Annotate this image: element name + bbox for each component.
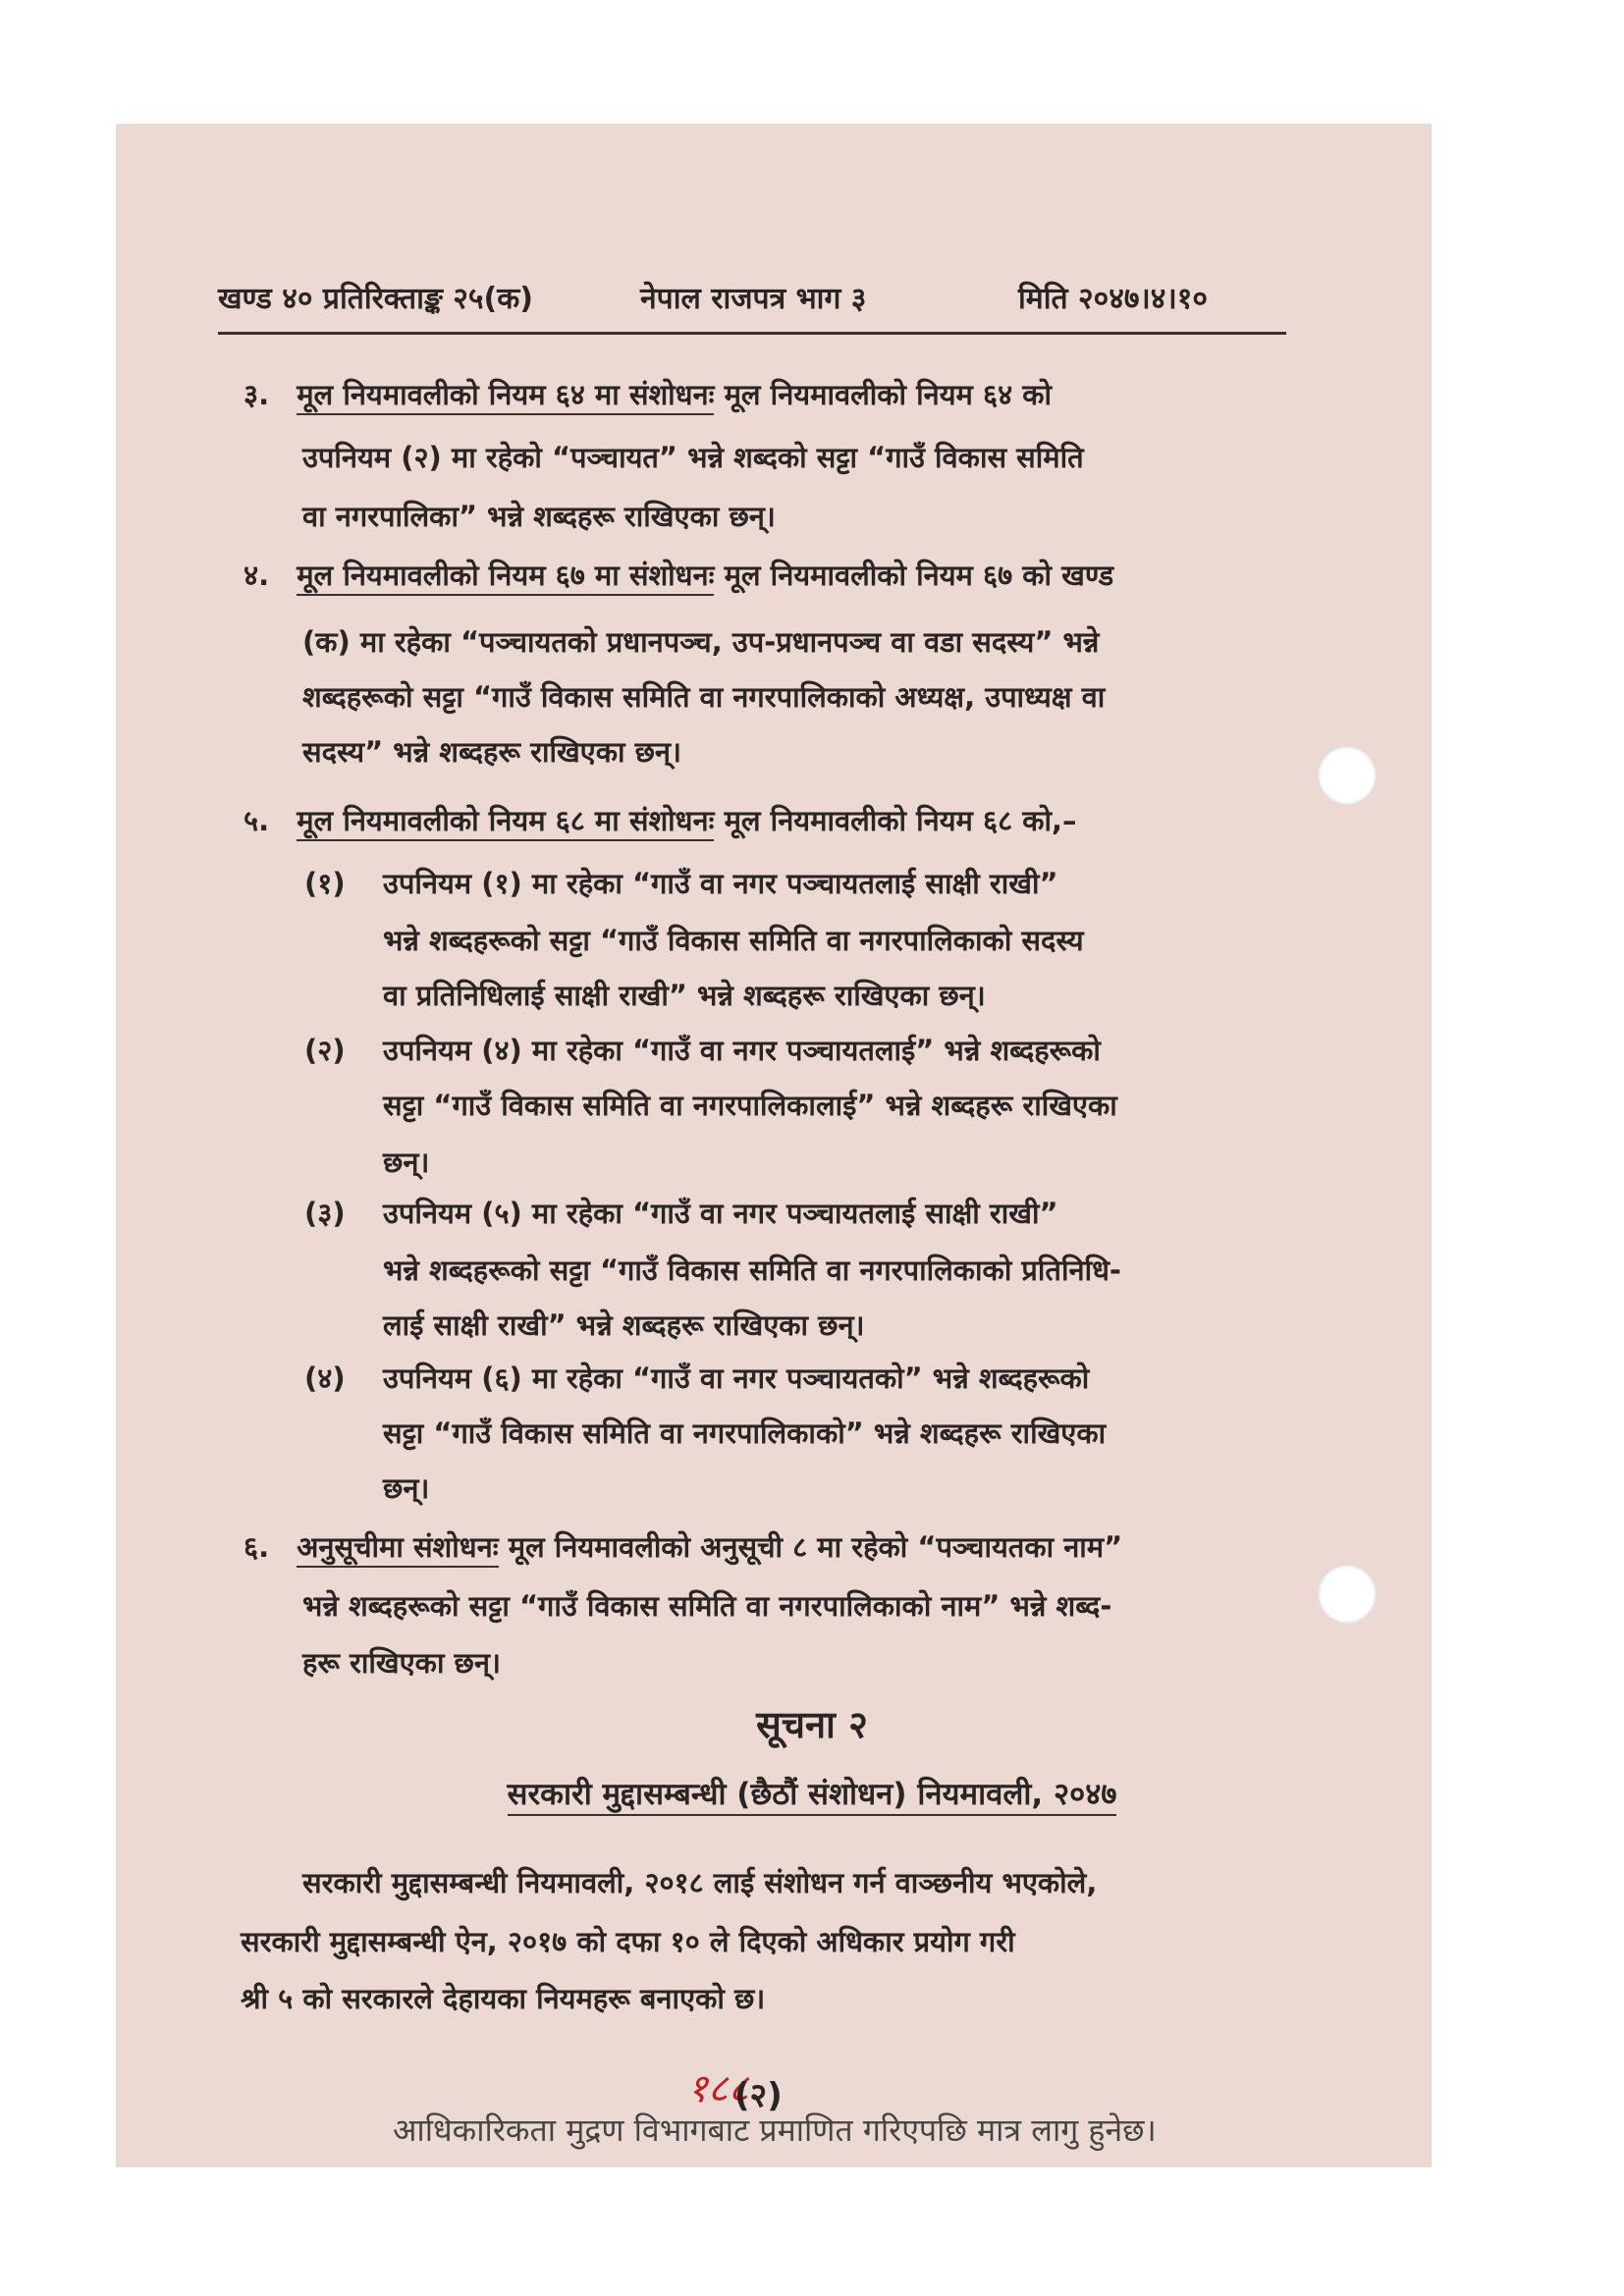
header-gazette: नेपाल राजपत्र भाग ३ (640, 282, 867, 316)
rule-5-sub-4-number: (४) (304, 1362, 346, 1395)
rule-5-sub-4-line-1: उपनियम (६) मा रहेका “गाउँ वा नगर पञ्चायतको” भन्ने शब्दहरूको (383, 1362, 1090, 1395)
rule-5-sub-3-line-1: उपनियम (५) मा रहेका “गाउँ वा नगर पञ्चायतलाई साक्षी राखी” (383, 1197, 1058, 1230)
rule-4-line-4: सदस्य” भन्ने शब्दहरू राखिएका छन्। (302, 735, 682, 769)
rule-5-sub-3-line-2: भन्ने शब्दहरूको सट्टा “गाउँ विकास समिति वा नगरपालिकाको प्रतिनिधि- (383, 1254, 1121, 1287)
rule-5-number: ५. (244, 804, 270, 837)
rule-3-number: ३. (244, 378, 270, 411)
notice-subheading-text: सरकारी मुद्दासम्बन्धी (छैठौं संशोधन) नियमावली, २०४७ (508, 1777, 1117, 1816)
rule-5-sub-2-number: (२) (304, 1034, 346, 1067)
rule-4-line-3: शब्दहरूको सट्टा “गाउँ विकास समिति वा नगरपालिकाको अध्यक्ष, उपाध्यक्ष वा (302, 680, 1106, 714)
rule-6-first-line (244, 1527, 1122, 1566)
rule-6-line-1: मूल नियमावलीको अनुसूची ८ मा रहेको “पञ्चायतका नाम” (508, 1530, 1123, 1564)
rule-5-intro: मूल नियमावलीको नियम ६८ को,– (724, 804, 1077, 837)
rule-3-line-3: वा नगरपालिका” भन्ने शब्दहरू राखिएका छन्। (302, 500, 776, 533)
gazette-header (218, 269, 1286, 328)
notice-subheading (0, 1773, 1624, 1814)
rule-5-sub-1-line-2: भन्ने शब्दहरूको सट्टा “गाउँ विकास समिति वा नगरपालिकाको सदस्य (383, 924, 1084, 957)
rule-6-number: ६. (244, 1530, 270, 1564)
rule-4-line-2: (क) मा रहेका “पञ्चायतको प्रधानपञ्च, उप-प्रधानपञ्च वा वडा सदस्य” भन्ने (302, 625, 1100, 659)
page-sheet (116, 124, 1432, 2167)
notice-line-1: सरकारी मुद्दासम्बन्धी नियमावली, २०१८ लाई संशोधन गर्न वाञ्छनीय भएकोले, (302, 1866, 1098, 1899)
rule-5-sub-2-line-3: छन्। (383, 1146, 430, 1179)
header-volume: खण्ड ४० प्रतिरिक्ताङ्क २५(क) (218, 282, 533, 316)
notice-heading: सूचना २ (756, 1703, 868, 1746)
rule-6-line-2: भन्ने शब्दहरूको सट्टा “गाउँ विकास समिति वा नगरपालिकाको नाम” भन्ने शब्द- (302, 1589, 1112, 1623)
rule-5-first-line (244, 801, 1077, 839)
rule-5-sub-1-number: (१) (304, 867, 346, 900)
rule-5-sub-1-line-3: वा प्रतिनिधिलाई साक्षी राखी” भन्ने शब्दहरू राखिएका छन्। (383, 979, 986, 1012)
rule-5-sub-4-line-2: सट्टा “गाउँ विकास समिति वा नगरपालिकाको” भन्ने शब्दहरू राखिएका (383, 1416, 1107, 1450)
rule-4-first-line (244, 556, 1113, 594)
rule-5-sub-3-number: (३) (304, 1197, 346, 1230)
header-date: मिति २०४७।४।१० (1018, 282, 1208, 316)
handwritten-number: १८८ (687, 2066, 749, 2111)
rule-5-sub-2-line-1: उपनियम (४) मा रहेका “गाउँ वा नगर पञ्चायतलाई” भन्ने शब्दहरूको (383, 1034, 1101, 1067)
rule-3-first-line (244, 375, 1052, 413)
rule-5-sub-1-line-1: उपनियम (१) मा रहेका “गाउँ वा नगर पञ्चायतलाई साक्षी राखी” (383, 867, 1058, 900)
rule-5-sub-4-line-3: छन्। (383, 1471, 430, 1505)
rule-5-sub-2-line-2: सट्टा “गाउँ विकास समिति वा नगरपालिकालाई” भन्ने शब्दहरू राखिएका (383, 1089, 1117, 1122)
rule-6-title: अनुसूचीमा संशोधनः (297, 1530, 498, 1568)
punch-hole-upper (1318, 746, 1377, 805)
page-number: (२) (734, 2076, 783, 2115)
rule-5-title: मूल नियमावलीको नियम ६८ मा संशोधनः (297, 804, 714, 841)
rule-6-line-3: हरू राखिएका छन्। (302, 1646, 501, 1680)
rule-5-sub-3-line-3: लाई साक्षी राखी” भन्ने शब्दहरू राखिएका छन्। (383, 1308, 865, 1342)
authenticity-footer: आधिकारिकता मुद्रण विभागबाट प्रमाणित गरिएपछि मात्र लागु हुनेछ। (393, 2111, 1157, 2149)
rule-3-line-2: उपनियम (२) मा रहेको “पञ्चायत” भन्ने शब्दको सट्टा “गाउँ विकास समिति (302, 441, 1084, 474)
rule-4-number: ४. (244, 559, 270, 592)
rule-4-title: मूल नियमावलीको नियम ६७ मा संशोधनः (297, 559, 714, 596)
rule-3-line-1: मूल नियमावलीको नियम ६४ को (724, 378, 1053, 411)
punch-hole-lower (1318, 1565, 1377, 1624)
rule-4-line-1: मूल नियमावलीको नियम ६७ को खण्ड (724, 559, 1114, 592)
notice-line-3: श्री ५ को सरकारले देहायका नियमहरू बनाएको छ। (241, 1982, 766, 2015)
header-rule (218, 332, 1286, 335)
notice-line-2: सरकारी मुद्दासम्बन्धी ऐन, २०१७ को दफा १० ले दिएको अधिकार प्रयोग गरी (241, 1925, 1015, 1958)
rule-3-title: मूल नियमावलीको नियम ६४ मा संशोधनः (297, 378, 714, 415)
